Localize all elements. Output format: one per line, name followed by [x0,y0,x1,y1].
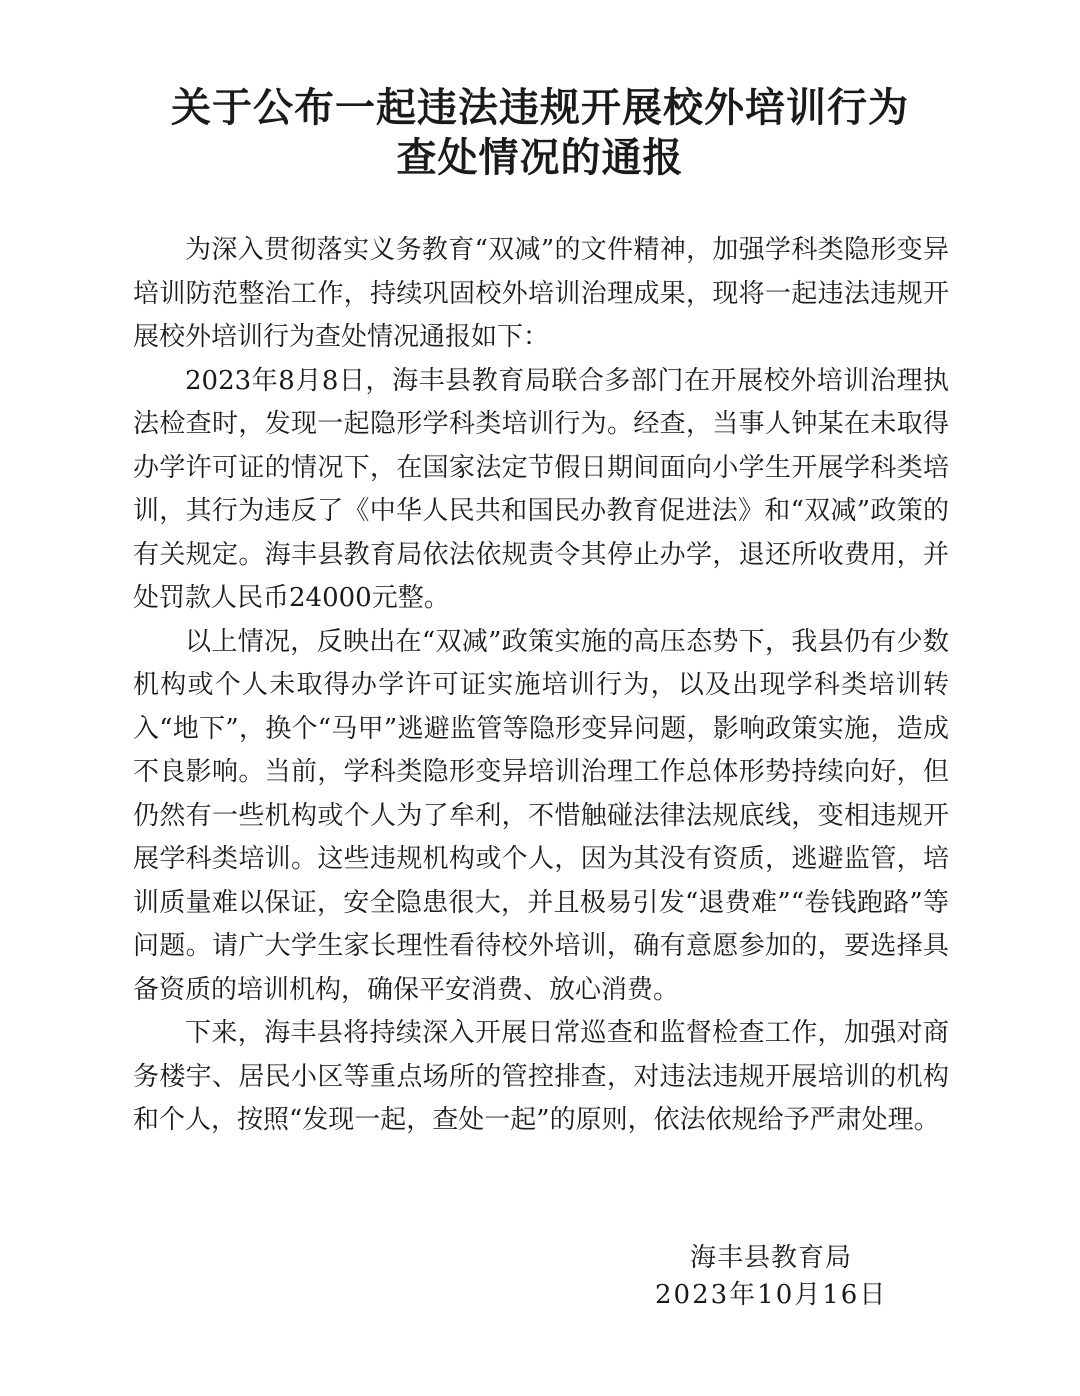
signature-organization: 海丰县教育局 [690,1243,853,1273]
paragraph-analysis: 以上情况，反映出在“双减”政策实施的高压态势下，我县仍有少数机构或个人未取得办学许可证实施培训行为，以及出现学科类培训转入“地下”，换个“马甲”逃避监管等隐形变异问题，影响政策实施，造成不良影响。当前，学科类隐形变异培训治理工作总体形势持续向好，但仍然有一些机构或个人为了牟利，不惜触碰法律法规底线，变相违规开展学科类培训。这些违规机构或个人，因为其没有资质，逃避监管，培训质量难以保证，安全隐患很大，并且极易引发“退费难”“卷钱跑路”等问题。请广大学生家长理性看待校外培训，确有意愿参加的，要选择具备资质的培训机构，确保平安消费、放心消费。 [133,626,949,1005]
paragraph-case-details: 2023年8月8日，海丰县教育局联合多部门在开展校外培训治理执法检查时，发现一起隐形学科类培训行为。经查，当事人钟某在未取得办学许可证的情况下，在国家法定节假日期间面向小学生开展学科类培训，其行为违反了《中华人民共和国民办教育促进法》和“双减”政策的有关规定。海丰县教育局依法依规责令其停止办学，退还所收费用，并处罚款人民币24000元整。 [133,365,949,613]
document-title-line-1: 关于公布一起违法违规开展校外培训行为 [171,84,909,131]
paragraph-next-steps: 下来，海丰县将持续深入开展日常巡查和监督检查工作，加强对商务楼宇、居民小区等重点场所的管控排查，对违法违规开展培训的机构和个人，按照“发现一起，查处一起”的原则，依法依规给予严肃处理。 [133,1018,949,1135]
paragraph-intro: 为深入贯彻落实义务教育“双减”的文件精神，加强学科类隐形变异培训防范整治工作，持续巩固校外培训治理成果，现将一起违法违规开展校外培训行为查处情况通报如下： [133,235,949,352]
signature-date: 2023年10月16日 [655,1280,888,1310]
document-body [133,229,949,1143]
document-title-line-2: 查处情况的通报 [396,134,684,181]
